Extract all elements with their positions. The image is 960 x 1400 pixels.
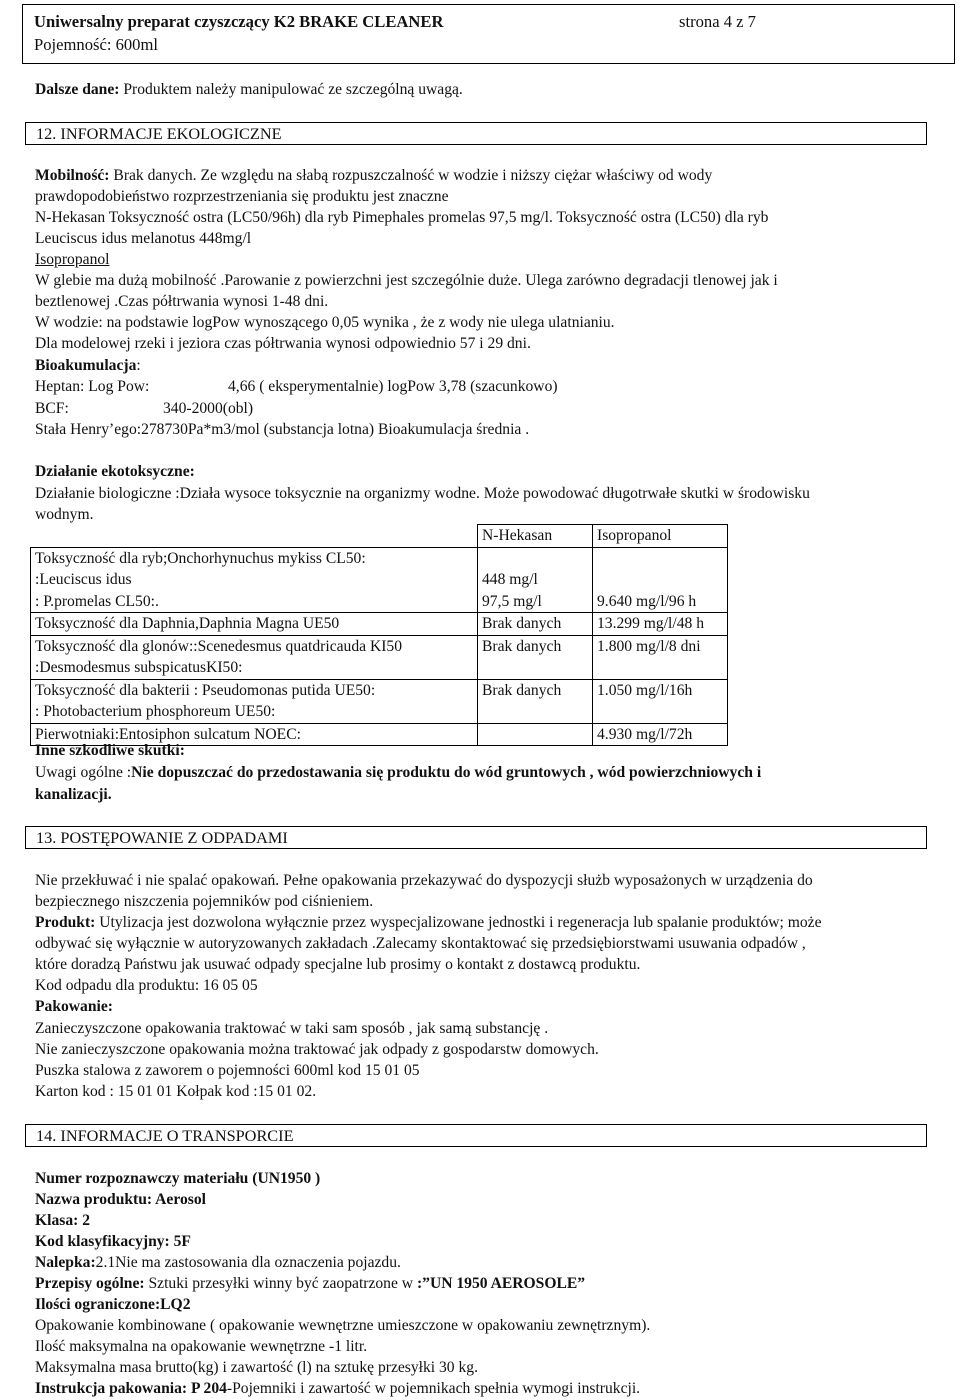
bcf-value: 340-2000(obl) [163,400,254,417]
table-row [31,547,728,569]
table-cell: : Photobacterium phosphoreum UE50: [31,701,478,723]
text-line: W wodzie: na podstawie logPow wynoszącego 0,05 wynika , że z wody nie ulega ulatnianiu. [35,314,615,331]
section-14-heading: 14. INFORMACJE O TRANSPORCIE [25,1124,927,1147]
text-line: Maksymalna masa brutto(kg) i zawartość (l) na sztukę przesyłki 30 kg. [35,1359,478,1376]
table-cell: Brak danych [478,635,593,657]
mobility-label: Mobilność: [35,167,110,184]
table-row [31,613,728,636]
text-line: beztlenowej .Czas półtrwania wynosi 1-48 dni. [35,293,329,310]
further-data-line [35,80,463,100]
table-cell: 13.299 mg/l/48 h [593,613,728,636]
general-rules-text: Sztuki przesyłki winny być zaopatrzone w [144,1275,417,1292]
table-cell [593,547,728,569]
column-header-n-hekasan: N-Hekasan [478,525,593,548]
packing-instruction-line [35,1379,640,1399]
packing-instruction-text: -Pojemniki i zawartość w pojemnikach spełnia wymogi instrukcji. [226,1380,641,1397]
isopropanol-heading: Isopropanol [35,251,110,268]
table-cell [478,547,593,569]
bioaccumulation-colon: : [136,357,141,374]
bioaccumulation-label: Bioakumulacja [35,357,137,374]
general-rules-marking: :”UN 1950 AEROSOLE” [416,1275,586,1292]
label-line [35,1253,401,1273]
text-line: wodnym. [35,506,94,523]
transport-class: Klasa: 2 [35,1212,91,1229]
text-line: W glebie ma dużą mobilność .Parowanie z powierzchni jest szczególnie duże. Ulega zarówno degradacji tlenowej jak i [35,272,778,289]
bioaccumulation-heading [35,356,141,376]
table-cell: Brak danych [478,613,593,636]
text-line: Nie przekłuwać i nie spalać opakowań. Pełne opakowania przekazywać do dyspozycji służb wyposażonych w urządzenia do [35,872,813,889]
henry-constant: Stała Henry’ego:278730Pa*m3/mol (substancja lotna) Bioakumulacja średnia . [35,421,530,438]
text-line: Karton kod : 15 01 01 Kołpak kod :15 01 02. [35,1083,317,1100]
table-row [31,635,728,657]
toxicity-table [30,524,728,746]
text-line: Puszka stalowa z zaworem o pojemności 600ml kod 15 01 05 [35,1062,420,1079]
table-cell [478,701,593,723]
ecotoxicity-heading: Działanie ekotoksyczne: [35,463,195,480]
heptan-label: Heptan: Log Pow: [35,378,150,395]
label-text: 2.1Nie ma zastosowania dla oznaczenia pojazdu. [95,1254,401,1271]
text-line: Zanieczyszczone opakowania traktować w taki sam sposób , jak samą substancję . [35,1020,549,1037]
table-row [31,657,728,679]
text-line: bezpiecznego niszczenia pojemników pod ciśnieniem. [35,893,374,910]
section-12-heading: 12. INFORMACJE EKOLOGICZNE [25,122,927,145]
text-line: które doradzą Państwu jak usuwać odpady specjalne lub prosimy o kontakt z dostawcą produktu. [35,956,641,973]
heptan-value: 4,66 ( eksperymentalnie) logPow 3,78 (szacunkowo) [228,378,558,395]
text-line: Nie zanieczyszczone opakowania można traktować jak odpady z gospodarstw domowych. [35,1041,599,1058]
table-row [31,591,728,613]
general-remarks-bold-cont: kanalizacji. [35,786,112,803]
further-data-label: Dalsze dane: [35,81,120,98]
mobility-line [35,166,712,186]
table-cell [478,657,593,679]
table-row [31,569,728,591]
text-line: Ilość maksymalna na opakowanie wewnętrzne -1 litr. [35,1338,368,1355]
product-name: Nazwa produktu: Aerosol [35,1191,206,1208]
table-cell: 1.050 mg/l/16h [593,679,728,701]
product-disposal-line [35,913,822,933]
table-cell [593,657,728,679]
table-cell: 1.800 mg/l/8 dni [593,635,728,657]
column-header-isopropanol: Isopropanol [593,525,728,548]
table-header-row [31,525,728,548]
text-line: prawdopodobieństwo rozprzestrzeniania się produktu jest znaczne [35,188,449,205]
table-cell: Toksyczność dla Daphnia,Daphnia Magna UE50 [31,613,478,636]
text-line: Opakowanie kombinowane ( opakowanie wewnętrzne umieszczone w opakowaniu zewnętrznym). [35,1317,651,1334]
text-line: Leuciscus idus melanotus 448mg/l [35,230,252,247]
packaging-heading: Pakowanie: [35,998,113,1015]
label-label: Nalepka: [35,1254,96,1271]
general-rules-label: Przepisy ogólne: [35,1275,145,1292]
page-number: strona 4 z 7 [679,12,756,31]
text-line: odbywać się wyłącznie w autoryzowanych zakładach .Zalecamy skontaktować się przedsiębiorstwami usuwania odpadów , [35,935,806,952]
text-line: N-Hekasan Toksyczność ostra (LC50/96h) dla ryb Pimephales promelas 97,5 mg/l. Toksyczność ostra (LC50) dla ryb [35,209,769,226]
table-cell [593,569,728,591]
table-cell: :Leuciscus idus [31,569,478,591]
table-cell: 4.930 mg/l/72h [593,723,728,746]
table-cell: Toksyczność dla ryb;Onchorhynuchus mykiss CL50: [31,547,478,569]
general-remarks-prefix: Uwagi ogólne : [35,764,132,781]
table-row [31,701,728,723]
table-cell-empty [31,525,478,548]
text-line: Działanie biologiczne :Działa wysoce toksycznie na organizmy wodne. Może powodować długotrwałe skutki w środowisku [35,485,810,502]
limited-quantities: Ilości ograniczone:LQ2 [35,1296,191,1313]
table-cell: Pierwotniaki:Entosiphon sulcatum NOEC: [31,723,478,746]
text-line: Dla modelowej rzeki i jeziora czas półtrwania wynosi odpowiednio 57 i 29 dni. [35,335,531,352]
product-capacity: Pojemność: 600ml [34,35,158,54]
table-cell: :Desmodesmus subspicatusKI50: [31,657,478,679]
table-row [31,679,728,701]
general-remarks-bold: Nie dopuszczać do przedostawania się produktu do wód gruntowych , wód powierzchniowych i [131,764,762,781]
table-cell: 97,5 mg/l [478,591,593,613]
further-data-text: Produktem należy manipulować ze szczególną uwagą. [119,81,463,98]
section-13-heading: 13. POSTĘPOWANIE Z ODPADAMI [25,826,927,849]
product-disposal-text: Utylizacja jest dozwolona wyłącznie przez wyspecjalizowane jednostki i regeneracja lub spalanie produktów; może [95,914,822,931]
table-cell: : P.promelas CL50:. [31,591,478,613]
product-label: Produkt: [35,914,96,931]
table-cell: Brak danych [478,679,593,701]
table-cell: 9.640 mg/l/96 h [593,591,728,613]
page-header [22,4,955,64]
general-remarks-line [35,763,761,783]
document-title: Uniwersalny preparat czyszczący K2 BRAKE CLEANER [34,12,444,31]
un-number: Numer rozpoznawczy materiału (UN1950 ) [35,1170,321,1187]
general-rules-line [35,1274,585,1294]
table-cell: Toksyczność dla glonów::Scenedesmus quatdricauda KI50 [31,635,478,657]
bcf-label: BCF: [35,400,69,417]
mobility-text: Brak danych. Ze względu na słabą rozpuszczalność w wodzie i niższy ciężar właściwy od wody [109,167,713,184]
table-cell: Toksyczność dla bakterii : Pseudomonas putida UE50: [31,679,478,701]
other-effects-heading: Inne szkodliwe skutki: [35,742,185,759]
table-cell: 448 mg/l [478,569,593,591]
packing-instruction-label: Instrukcja pakowania: P 204 [35,1380,227,1397]
table-cell [478,723,593,746]
waste-code: Kod odpadu dla produktu: 16 05 05 [35,977,258,994]
table-cell [593,701,728,723]
classification-code: Kod klasyfikacyjny: 5F [35,1233,191,1250]
